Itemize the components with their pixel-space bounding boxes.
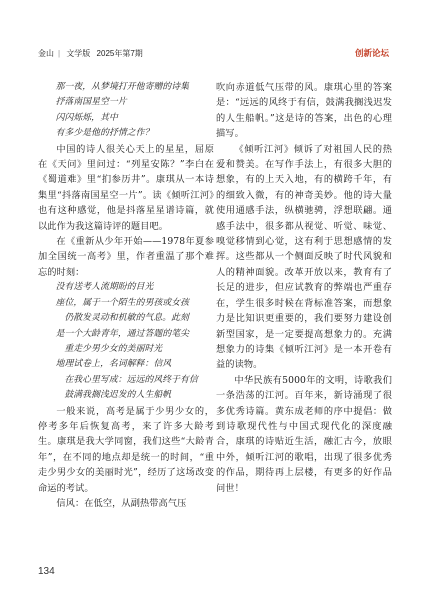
paragraph: 一般来说，高考是属于少男少女的，停考多年后恢复高考，来了许多大龄考生。康琪是我大学同窗，我们这些“大龄青年”，在不同的地点却是统一的时间，“重走少男少女的美丽时光”，经历了这场改变命运的考试。: [38, 405, 214, 494]
column-title: 创新论坛: [354, 48, 389, 58]
poem-line: 有多少是他的抒情之作？: [55, 128, 154, 139]
poem-line: 是一个大龄青年，通过答题的笔尖: [55, 328, 190, 339]
journal-issue: 2025年第7期: [96, 48, 143, 58]
journal-name: 金山: [38, 48, 54, 58]
poem-line: 抒落南国星空一片: [55, 97, 127, 108]
poem-line: 鼓满我搁浅迟发的人生船帆: [64, 390, 172, 401]
page-number: 134: [38, 566, 55, 577]
journal-info: [38, 48, 147, 59]
left-column: [38, 80, 214, 511]
poem-line: 那一夜，从梦境打开他寄赠的诗集: [55, 82, 190, 92]
paragraph: 《倾听江河》倾诉了对祖国人民的热爱和赞美。在写作手法上，有很多大胆的想象，有的上天入地，有的横跨千年，有的细致入微，有的神奇美妙。他的诗大量使用通感手法，纵横驰骋，浮想联翩。通感手法中，很多都从视觉、听觉、味觉、嗅觉移情到心觉，这有利于思想感情的发挥。这些都从一个侧面反映了时代风貌和人的精神面貌。改革开放以来，教育有了长足的进步，但应试教育的弊端也严重存在，学生很多时候在背标准答案，而想象力是比知识更重要的，我们要努力建设创新型国家，是一定要提高想象力的。充满想象力的诗集《倾听江河》是一本开卷有益的读物。: [216, 143, 392, 371]
journal-section: 文学版: [66, 48, 91, 58]
header-separator: |: [58, 48, 61, 58]
poem-line: 闪闪烁烁，其中: [55, 112, 118, 123]
paragraph: 信风：在低空，从副热带高气压: [56, 497, 187, 509]
poem-line: 地理试卷上，名词解释：信风: [55, 359, 172, 370]
paragraph: 中国的诗人很关心天上的星星，屈原在《天问》里问过：“列星安陈？”李白在《蜀道难》里“扪参历井”。康琪从一本诗集里“抖落南国星空一片”。读《倾听江河》也有这种感觉，他是抖落星星谱诗篇，就以此作为我这篇诗评的题目吧。: [38, 143, 214, 232]
page-header: [38, 46, 389, 60]
paragraph: 中华民族有5000年的文明，诗歌我们一条浩荡的江河。百年来，新诗涌现了很多优秀诗篇。黄东成老师的序中提倡：做到诗歌现代性与中国式现代化的深度融合，康琪的诗贴近生活，融汇古今，放眼中外，倾听江河的歌唱，出现了很多优秀的作品，期待再上层楼，有更多的好作品问世！: [216, 374, 392, 494]
poem-line: 仍散发灵动和机敏的气息。此刻: [64, 313, 189, 324]
poem-line: 没有送考人流期盼的目光: [55, 282, 154, 293]
poem-line: 座位，属于一个陌生的男孩或女孩: [55, 297, 190, 308]
paragraph: 在《重新从少年开始——1978年夏参加全国统一高考》里，作者重温了那个难忘的时刻：: [38, 236, 214, 278]
poem-line: 在我心里写成：远远的风终于有信: [64, 374, 198, 385]
right-column: [216, 80, 392, 496]
poem-line: 重走少男少女的美丽时光: [64, 343, 163, 354]
paragraph: 吹向赤道低气压带的风。康琪心里的答案是：“远远的风终于有信，鼓满我搁浅迟发的人生船帆。”这是诗的答案，出色的心理描写。: [216, 82, 392, 140]
